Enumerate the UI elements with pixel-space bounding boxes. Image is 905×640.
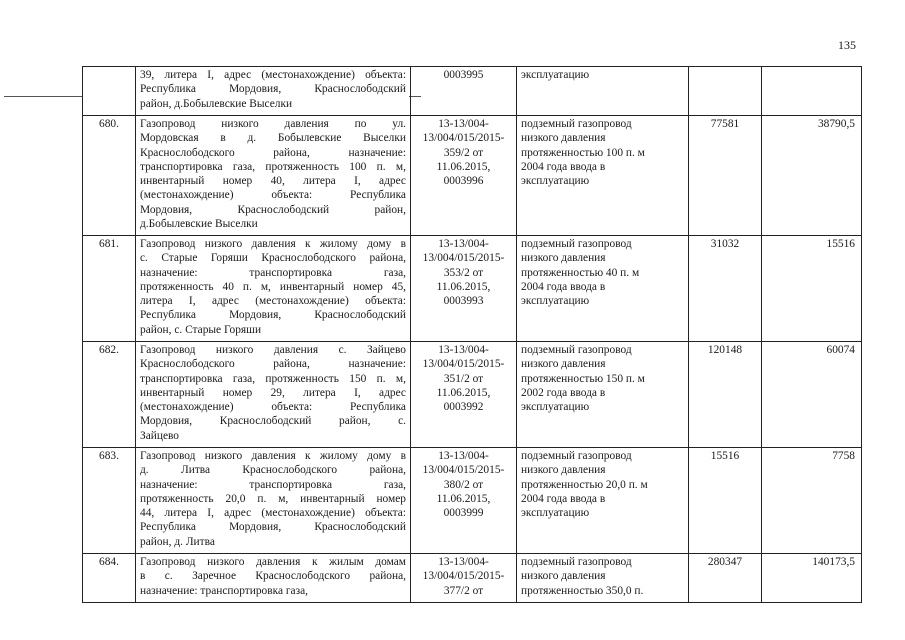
- object-description-line: инвентарный номер 29, литера I, адрес: [140, 386, 406, 399]
- row-number: 680.: [99, 118, 119, 130]
- object-description-line: литера I, адрес (местонахождение) объекта:: [140, 295, 406, 308]
- registration-number-line: 353/2 от: [443, 266, 484, 279]
- row-number-cell: [83, 448, 136, 554]
- table-row: [83, 448, 862, 554]
- page-number: 135: [838, 38, 856, 52]
- object-description-line: протяженность 40 п. м, инвентарный номер 45,: [140, 280, 406, 293]
- area-cell: [689, 236, 762, 342]
- area-cell: [689, 67, 762, 116]
- registration-number-line: 11.06.2015,: [436, 160, 491, 173]
- registration-number-cell: [411, 342, 517, 448]
- characteristics-line: низкого давления: [521, 252, 606, 265]
- table-row: [83, 116, 862, 236]
- registration-number-line: 13-13/004-: [438, 450, 489, 462]
- characteristics-line: низкого давления: [521, 132, 606, 145]
- object-description-line: Республика Мордовия, Краснослободский: [140, 309, 406, 322]
- object-description-line: (местонахождение) объекта: Республика: [140, 189, 406, 202]
- characteristics-line: эксплуатацию: [521, 507, 590, 520]
- registration-number-line: 0003993: [443, 295, 484, 308]
- object-description-line: в с. Заречное Краснослободского района,: [140, 570, 406, 583]
- area-cell: [689, 116, 762, 236]
- characteristics-cell: [517, 342, 689, 448]
- row-number-cell: [83, 116, 136, 236]
- area-cell: [689, 342, 762, 448]
- registration-number-line: 359/2 от: [443, 146, 484, 159]
- area-value: 280347: [707, 556, 743, 568]
- characteristics-line: подземный газопровод: [521, 556, 632, 568]
- area-cell: [689, 554, 762, 603]
- registration-number-cell: [411, 554, 517, 603]
- object-description-line: Газопровод низкого давления по ул.: [140, 118, 406, 130]
- registration-number-line: 0003995: [443, 69, 484, 81]
- characteristics-line: эксплуатацию: [521, 175, 590, 188]
- registration-number-line: 377/2 от: [443, 584, 484, 597]
- object-description-cell: [136, 236, 411, 342]
- registration-number-line: 0003992: [443, 401, 484, 414]
- characteristics-line: эксплуатацию: [521, 401, 590, 414]
- characteristics-line: протяженностью 150 п. м: [521, 372, 645, 385]
- object-description-line: назначение: транспортировка газа,: [140, 266, 406, 279]
- row-number: 683.: [99, 450, 119, 462]
- area-value: 77581: [710, 118, 740, 130]
- cost-value: 38790,5: [817, 118, 855, 130]
- registration-number-line: 13/004/015/2015-: [422, 570, 505, 583]
- object-description-line: Газопровод низкого давления к жилому дому в: [140, 450, 406, 462]
- value-cell: [762, 116, 862, 236]
- characteristics-line: 2002 года ввода в: [521, 386, 606, 399]
- value-cell: [762, 342, 862, 448]
- row-number-cell: [83, 554, 136, 603]
- characteristics-cell: [517, 448, 689, 554]
- property-register-table: [82, 66, 862, 603]
- object-description-line: район, д.Бобылевские Выселки: [140, 97, 293, 110]
- characteristics-line: подземный газопровод: [521, 238, 632, 250]
- object-description-line: Краснослободского района, назначение:: [140, 358, 406, 371]
- object-description-cell: [136, 448, 411, 554]
- characteristics-line: подземный газопровод: [521, 118, 632, 130]
- value-cell: [762, 448, 862, 554]
- object-description-line: транспортировка газа, протяженность 150 п. м,: [140, 372, 406, 385]
- object-description-line: Мордовия, Краснослободский район, с.: [140, 415, 406, 428]
- object-description-line: д.Бобылевские Выселки: [140, 218, 258, 231]
- characteristics-line: протяженностью 100 п. м: [521, 146, 645, 159]
- object-description-line: (местонахождение) объекта: Республика: [140, 401, 406, 414]
- table-row: [83, 554, 862, 603]
- table-body: [83, 67, 862, 603]
- characteristics-cell: [517, 236, 689, 342]
- object-description-cell: [136, 67, 411, 116]
- object-description-line: Республика Мордовия, Краснослободский: [140, 83, 406, 96]
- area-value: 15516: [710, 450, 740, 462]
- table-row: [83, 342, 862, 448]
- object-description-line: Краснослободского района, назначение:: [140, 146, 406, 159]
- characteristics-line: 2004 года ввода в: [521, 280, 606, 293]
- row-number: 681.: [99, 238, 119, 250]
- registration-number-line: 13/004/015/2015-: [422, 252, 505, 265]
- registration-number-cell: [411, 448, 517, 554]
- characteristics-line: подземный газопровод: [521, 344, 632, 356]
- registration-number-line: 11.06.2015,: [436, 280, 491, 293]
- characteristics-line: 2004 года ввода в: [521, 492, 606, 505]
- registration-number-line: 13/004/015/2015-: [422, 358, 505, 371]
- area-cell: [689, 448, 762, 554]
- cost-value: 60074: [826, 344, 855, 356]
- characteristics-line: протяженностью 20,0 п. м: [521, 478, 648, 491]
- characteristics-line: низкого давления: [521, 464, 606, 477]
- registration-number-line: 13-13/004-: [438, 344, 489, 356]
- registration-number-line: 13-13/004-: [438, 238, 489, 250]
- area-value: 120148: [707, 344, 743, 356]
- registration-number-line: 13-13/004-: [438, 556, 489, 568]
- registration-number-line: 351/2 от: [443, 372, 484, 385]
- registration-number-line: 11.06.2015,: [436, 492, 491, 505]
- object-description-line: с. Старые Горяши Краснослободского района,: [140, 252, 406, 265]
- object-description-line: назначение: транспортировка газа,: [140, 478, 406, 491]
- object-description-line: инвентарный номер 40, литера I, адрес: [140, 175, 406, 188]
- row-number: 682.: [99, 344, 119, 356]
- characteristics-line: 2004 года ввода в: [521, 160, 606, 173]
- object-description-line: Зайцево: [140, 429, 180, 442]
- object-description-cell: [136, 116, 411, 236]
- registration-number-line: 13/004/015/2015-: [422, 464, 505, 477]
- table-row: [83, 236, 862, 342]
- object-description-line: Республика Мордовия, Краснослободский: [140, 521, 406, 534]
- characteristics-line: низкого давления: [521, 358, 606, 371]
- object-description-line: район, с. Старые Горяши: [140, 323, 262, 336]
- object-description-line: Мордовия, Краснослободский район,: [140, 203, 406, 216]
- characteristics-cell: [517, 67, 689, 116]
- area-value: 31032: [710, 238, 740, 250]
- object-description-line: Газопровод низкого давления с. Зайцево: [140, 344, 406, 356]
- registration-number-line: 13-13/004-: [438, 118, 489, 130]
- value-cell: [762, 554, 862, 603]
- registration-number-line: 13/004/015/2015-: [422, 132, 505, 145]
- characteristics-line: низкого давления: [521, 570, 606, 583]
- row-number-cell: [83, 236, 136, 342]
- registration-number-line: 380/2 от: [443, 478, 484, 491]
- characteristics-line: эксплуатацию: [521, 69, 590, 81]
- cost-value: 15516: [826, 238, 855, 250]
- object-description-line: Газопровод низкого давления к жилым домам: [140, 556, 406, 568]
- cost-value: 7758: [832, 450, 855, 462]
- characteristics-cell: [517, 116, 689, 236]
- object-description-line: транспортировка газа, протяженность 100 п. м,: [140, 160, 406, 173]
- object-description-line: Газопровод низкого давления к жилому дому в: [140, 238, 406, 250]
- table-row: [83, 67, 862, 116]
- row-number: 684.: [99, 556, 119, 568]
- object-description-line: 39, литера I, адрес (местонахождение) объекта:: [140, 69, 406, 81]
- row-number-cell: [83, 342, 136, 448]
- registration-number-line: 0003996: [443, 175, 484, 188]
- characteristics-line: эксплуатацию: [521, 295, 590, 308]
- registration-number-line: 11.06.2015,: [436, 386, 491, 399]
- characteristics-line: протяженностью 350,0 п.: [521, 584, 644, 597]
- object-description-line: 44, литера I, адрес (местонахождение) объекта:: [140, 507, 406, 520]
- object-description-line: д. Литва Краснослободского района,: [140, 464, 406, 477]
- cost-value: 140173,5: [812, 556, 855, 568]
- row-number-cell: [83, 67, 136, 116]
- object-description-line: протяженность 20,0 п. м, инвентарный номер: [140, 492, 406, 505]
- characteristics-cell: [517, 554, 689, 603]
- characteristics-line: подземный газопровод: [521, 450, 632, 462]
- value-cell: [762, 236, 862, 342]
- object-description-cell: [136, 554, 411, 603]
- object-description-line: район, д. Литва: [140, 535, 215, 548]
- registration-number-cell: [411, 236, 517, 342]
- object-description-line: назначение: транспортировка газа,: [140, 584, 308, 597]
- characteristics-line: протяженностью 40 п. м: [521, 266, 640, 279]
- value-cell: [762, 67, 862, 116]
- scan-artifact-line: [4, 96, 82, 97]
- object-description-cell: [136, 342, 411, 448]
- registration-number-cell: [411, 67, 517, 116]
- registration-number-line: 0003999: [443, 507, 484, 520]
- object-description-line: Мордовская в д. Бобылевские Выселки: [140, 132, 406, 145]
- registration-number-cell: [411, 116, 517, 236]
